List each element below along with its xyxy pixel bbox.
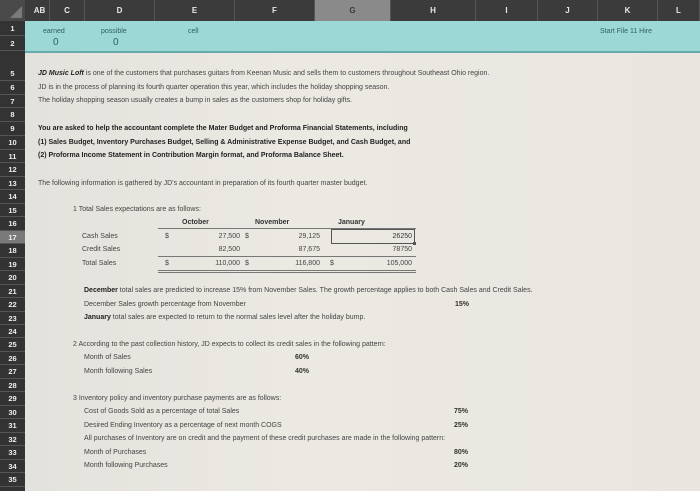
row-header-23[interactable]: 23	[0, 312, 25, 325]
row-header-34[interactable]: 34	[0, 460, 25, 473]
row-header-18[interactable]: 18	[0, 244, 25, 258]
collection-title: 2 According to the past collection history, JD expects to collect its credit sales in the following pattern:	[73, 341, 386, 348]
december-bold: December	[84, 287, 118, 294]
task-line-11: (2) Proforma Income Statement in Contribution Margin format, and Proforma Balance Sheet.	[38, 152, 344, 159]
ending-inventory-label: Desired Ending Inventory as a percentage of next month COGS	[84, 422, 282, 429]
column-header-k[interactable]: K	[598, 0, 658, 21]
row-header-19[interactable]: 19	[0, 258, 25, 271]
growth-value[interactable]: 15%	[455, 301, 470, 308]
purchase-label-2: Month following Purchases	[84, 462, 168, 469]
row-header-25[interactable]: 25	[0, 338, 25, 352]
row-header-14[interactable]: 14	[0, 190, 25, 204]
row-header-6[interactable]: 6	[0, 81, 25, 95]
intro-line-5-text: is one of the customers that purchases guitars from Keenan Music and sells them to customers throughout Southeast Ohio region.	[83, 70, 490, 77]
row-header-17[interactable]: 17	[0, 231, 25, 244]
worksheet-grid[interactable]	[25, 53, 700, 491]
row-header-7[interactable]: 7	[0, 95, 25, 108]
growth-label: December Sales growth percentage from November	[84, 301, 246, 308]
earned-label: earned	[43, 28, 65, 35]
month-october: October	[182, 219, 209, 226]
total-jan[interactable]: 105,000	[386, 260, 412, 267]
row-header-5[interactable]: 5	[0, 67, 25, 81]
column-header-e[interactable]: E	[155, 0, 235, 21]
intro-line-5	[38, 69, 489, 79]
total-nov[interactable]: 116,800	[295, 260, 320, 267]
column-header-j[interactable]: J	[538, 0, 598, 21]
dollar-sign: $	[330, 260, 334, 267]
inventory-title: 3 Inventory policy and inventory purchase payments are as follows:	[73, 395, 282, 402]
row-header-13[interactable]: 13	[0, 177, 25, 190]
collection-label-1: Month of Sales	[84, 354, 131, 361]
row-header-27[interactable]: 27	[0, 365, 25, 379]
info-line-13: The following information is gathered by JD's accountant in preparation of its fourth quarter master budget.	[38, 180, 368, 187]
intro-line-7: The holiday shopping season usually creates a bump in sales as the customers shop for holiday gifts.	[38, 97, 353, 104]
row-header-31[interactable]: 31	[0, 419, 25, 433]
row-header-21[interactable]: 21	[0, 285, 25, 298]
collection-value-1[interactable]: 60%	[295, 354, 310, 361]
possible-value[interactable]: 0	[113, 37, 119, 48]
january-note-text: total sales are expected to return to the normal sales level after the holiday bump.	[110, 314, 366, 321]
row-header-24[interactable]: 24	[0, 325, 25, 338]
row-header-11[interactable]: 11	[0, 150, 25, 163]
purchases-note: All purchases of Inventory are on credit and the payment of these credit purchases are made in the following pattern:	[84, 435, 446, 442]
january-bold: January	[84, 314, 111, 321]
row-header-bar	[0, 21, 25, 491]
company-name: JD Music Loft	[38, 70, 84, 77]
column-header-f[interactable]: F	[235, 0, 315, 21]
credit-jan[interactable]: 78750	[392, 246, 412, 253]
column-header-i[interactable]: I	[476, 0, 538, 21]
purchase-value-2[interactable]: 20%	[454, 462, 469, 469]
december-note	[84, 286, 533, 296]
dollar-sign: $	[245, 233, 249, 240]
double-underline	[158, 270, 416, 273]
cogs-value[interactable]: 75%	[454, 408, 469, 415]
row-header-1[interactable]: 1	[0, 21, 25, 36]
select-all-corner[interactable]	[0, 0, 25, 21]
column-header-l[interactable]: L	[658, 0, 700, 21]
cash-nov[interactable]: 29,125	[298, 233, 320, 240]
january-note	[84, 313, 365, 323]
credit-nov[interactable]: 87,675	[298, 246, 320, 253]
credit-sales-label: Credit Sales	[82, 246, 121, 253]
column-header-g[interactable]: G	[315, 0, 391, 21]
cash-oct[interactable]: 27,500	[218, 233, 240, 240]
total-oct[interactable]: 110,000	[215, 260, 240, 267]
column-header-ab[interactable]: AB	[30, 0, 50, 21]
collection-value-2[interactable]: 40%	[295, 368, 310, 375]
row-header-20[interactable]: 20	[0, 271, 25, 285]
task-line-9: You are asked to help the accountant complete the Mater Budget and Proforma Financial Statements, including	[38, 125, 408, 132]
earned-value[interactable]: 0	[53, 37, 59, 48]
row-header-26[interactable]: 26	[0, 352, 25, 365]
possible-label: possible	[101, 28, 127, 35]
purchase-label-1: Month of Purchases	[84, 449, 147, 456]
row-header-33[interactable]: 33	[0, 446, 25, 460]
subtotal-line	[158, 256, 416, 257]
row-header-2[interactable]: 2	[0, 36, 25, 51]
intro-line-6: JD is in the process of planning its fourth quarter operation this year, which includes the holiday shopping season.	[38, 84, 390, 91]
row-header-22[interactable]: 22	[0, 298, 25, 312]
month-january: January	[338, 219, 365, 226]
row-header-15[interactable]: 15	[0, 204, 25, 217]
score-band	[25, 21, 700, 53]
row-header-10[interactable]: 10	[0, 136, 25, 150]
december-note-text: total sales are predicted to increase 15% from November Sales. The growth percentage applies to both Cash Sales and Credit Sales.	[117, 287, 533, 294]
column-header-h[interactable]: H	[391, 0, 476, 21]
dollar-sign: $	[165, 233, 169, 240]
row-header-32[interactable]: 32	[0, 433, 25, 446]
row-header-28[interactable]: 28	[0, 379, 25, 392]
row-header-30[interactable]: 30	[0, 406, 25, 419]
dollar-sign: $	[165, 260, 169, 267]
row-header-29[interactable]: 29	[0, 392, 25, 406]
sales-title: 1 Total Sales expectations are as follows:	[73, 206, 201, 213]
row-header-8[interactable]: 8	[0, 108, 25, 122]
ending-inventory-value[interactable]: 25%	[454, 422, 469, 429]
cash-jan[interactable]: 26250	[392, 233, 412, 240]
row-header-35[interactable]: 35	[0, 473, 25, 487]
cell-label: cell	[188, 28, 199, 35]
row-header-9[interactable]: 9	[0, 122, 25, 136]
cash-sales-label: Cash Sales	[82, 233, 118, 240]
column-header-bar	[0, 0, 700, 22]
row-header-12[interactable]: 12	[0, 163, 25, 177]
fill-handle[interactable]	[413, 242, 416, 245]
cogs-label: Cost of Goods Sold as a percentage of total Sales	[84, 408, 240, 415]
dollar-sign: $	[245, 260, 249, 267]
credit-oct[interactable]: 82,500	[218, 246, 240, 253]
month-november: November	[255, 219, 290, 226]
row-header-16[interactable]: 16	[0, 217, 25, 231]
total-sales-label: Total Sales	[82, 260, 117, 267]
file-label: Start File 11 Hire	[600, 28, 652, 35]
column-header-c[interactable]: C	[50, 0, 85, 21]
purchase-value-1[interactable]: 80%	[454, 449, 469, 456]
task-line-10: (1) Sales Budget, Inventory Purchases Budget, Selling & Administrative Expense Budget, and Cash Budget, and	[38, 139, 411, 146]
column-header-d[interactable]: D	[85, 0, 155, 21]
collection-label-2: Month following Sales	[84, 368, 153, 375]
